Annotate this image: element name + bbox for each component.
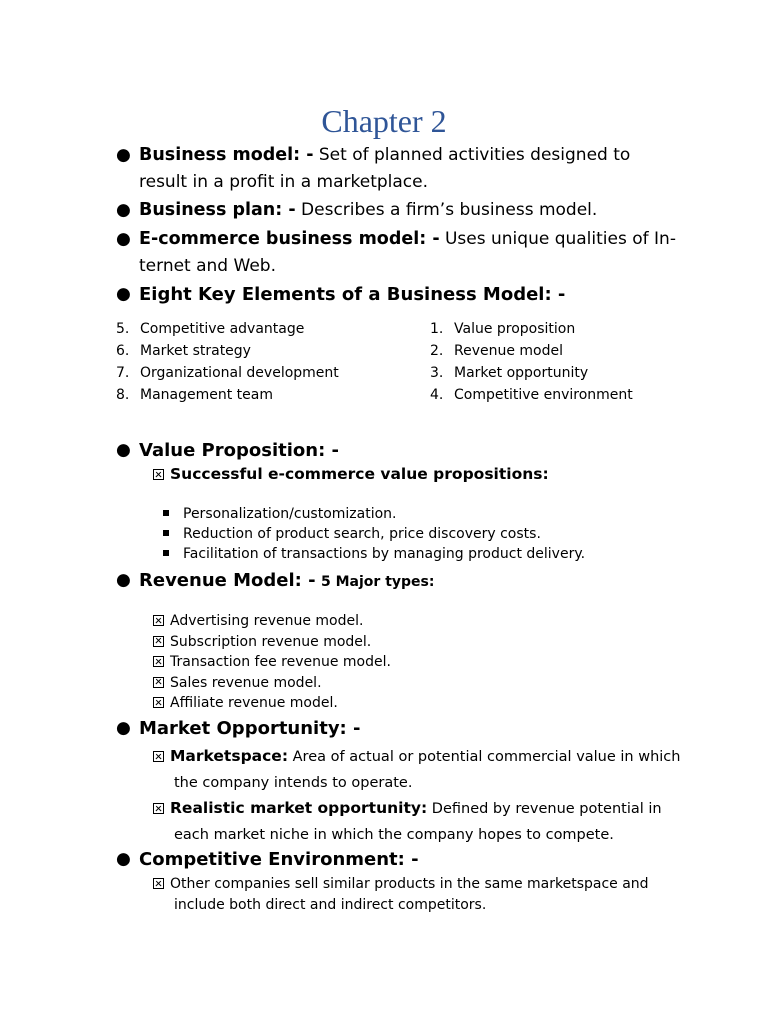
list-item: Subscription revenue model. xyxy=(153,632,391,653)
value-proposition-sub: Successful e-commerce value propositions: xyxy=(153,461,673,488)
key-elements-right-list xyxy=(430,318,633,406)
list-item: Reduction of product search, price discovery costs. xyxy=(163,524,585,544)
marketspace-item: Marketspace: Area of actual or potential commercial value in which the company intends to operate. xyxy=(153,743,694,796)
checkbox-x-icon xyxy=(153,677,164,688)
list-item: 1. Value proposition xyxy=(430,321,576,337)
competitive-environment-text: Other companies sell similar products in the same marketspace and include both direct and indirect competitors. xyxy=(153,874,694,915)
value-proposition-list xyxy=(163,504,585,564)
key-elements-left-list xyxy=(116,318,339,406)
bullet-icon: ● xyxy=(116,284,131,304)
list-item: 2. Revenue model xyxy=(430,343,564,359)
list-item: 5. Competitive advantage xyxy=(116,321,305,337)
definition-term: Business model: - xyxy=(139,145,314,165)
definition-text: Uses unique qualities of In-ternet and Web. xyxy=(139,229,676,276)
square-bullet-icon xyxy=(163,530,169,536)
list-item: Facilitation of transactions by managing product delivery. xyxy=(163,544,585,564)
definition-term: Business plan: - xyxy=(139,200,296,220)
checkbox-x-icon xyxy=(153,636,164,647)
checkbox-x-icon xyxy=(153,878,164,889)
realistic-market-item: Realistic market opportunity: Defined by revenue potential in each market niche in which the company hopes to compete. xyxy=(153,795,694,848)
document-page: Chapter 2 ● Business model: - Set of planned activities designed to result in a profit in a marketplace. ● Business plan: - Describes a firm’s business model. ● E-commerce business model: - Uses unique qualities of In-ternet and Web. ● Eight Key Elements of a Business Model: - 5. Competitive advantage 6. Market strategy 7. Organizational development 8. Management team 1. Value proposition 2. Revenue model 3. Market opportunity 4. Competitive environment ● Value Proposition: - Successful e-commerce value propositions: Personalization/customization. Reduction of product search, price discovery costs. Facilitation of transactions by managing product delivery. ● Revenue Model: - 5 Major types: Advertising revenue model. Subscription revenue model. Transaction fee revenue model. Sales revenue model. Affiliate revenue model. ● Market Opportunity: - Marketspace: Area of actual or potential commercial value in which the company intends to operate. Realistic market opportunity: Defined by revenue potential in each market niche in which the company hopes to compete. ● Competitive Environment: - Other companies sell similar products in the same marketspace and include both direct and indirect competitors. xyxy=(0,0,768,1024)
list-item: 7. Organizational development xyxy=(116,365,339,381)
bullet-icon: ● xyxy=(116,849,131,869)
checkbox-x-icon xyxy=(153,469,164,480)
checkbox-x-icon xyxy=(153,656,164,667)
list-item: Personalization/customization. xyxy=(163,504,585,524)
list-item: 8. Management team xyxy=(116,387,273,403)
list-item: Affiliate revenue model. xyxy=(153,693,391,714)
list-item: 6. Market strategy xyxy=(116,343,251,359)
square-bullet-icon xyxy=(163,550,169,556)
list-item: Sales revenue model. xyxy=(153,673,391,694)
list-item: Advertising revenue model. xyxy=(153,611,391,632)
definition-term: E-commerce business model: - xyxy=(139,229,440,249)
list-item: 3. Market opportunity xyxy=(430,365,589,381)
checkbox-x-icon xyxy=(153,751,164,762)
chapter-title: Chapter 2 xyxy=(321,103,447,139)
bullet-icon: ● xyxy=(116,200,131,220)
square-bullet-icon xyxy=(163,510,169,516)
list-item: 4. Competitive environment xyxy=(430,387,633,403)
checkbox-x-icon xyxy=(153,803,164,814)
bullet-icon: ● xyxy=(116,229,131,249)
definition-text: Set of planned activities designed to result in a profit in a marketplace. xyxy=(139,145,631,192)
bullet-icon: ● xyxy=(116,570,131,590)
bullet-icon: ● xyxy=(116,718,131,738)
list-item: Transaction fee revenue model. xyxy=(153,652,391,673)
checkbox-x-icon xyxy=(153,697,164,708)
revenue-model-list xyxy=(153,611,391,714)
checkbox-x-icon xyxy=(153,615,164,626)
bullet-icon: ● xyxy=(116,440,131,460)
bullet-icon: ● xyxy=(116,145,131,165)
definition-text: Describes a firm’s business model. xyxy=(301,200,598,220)
